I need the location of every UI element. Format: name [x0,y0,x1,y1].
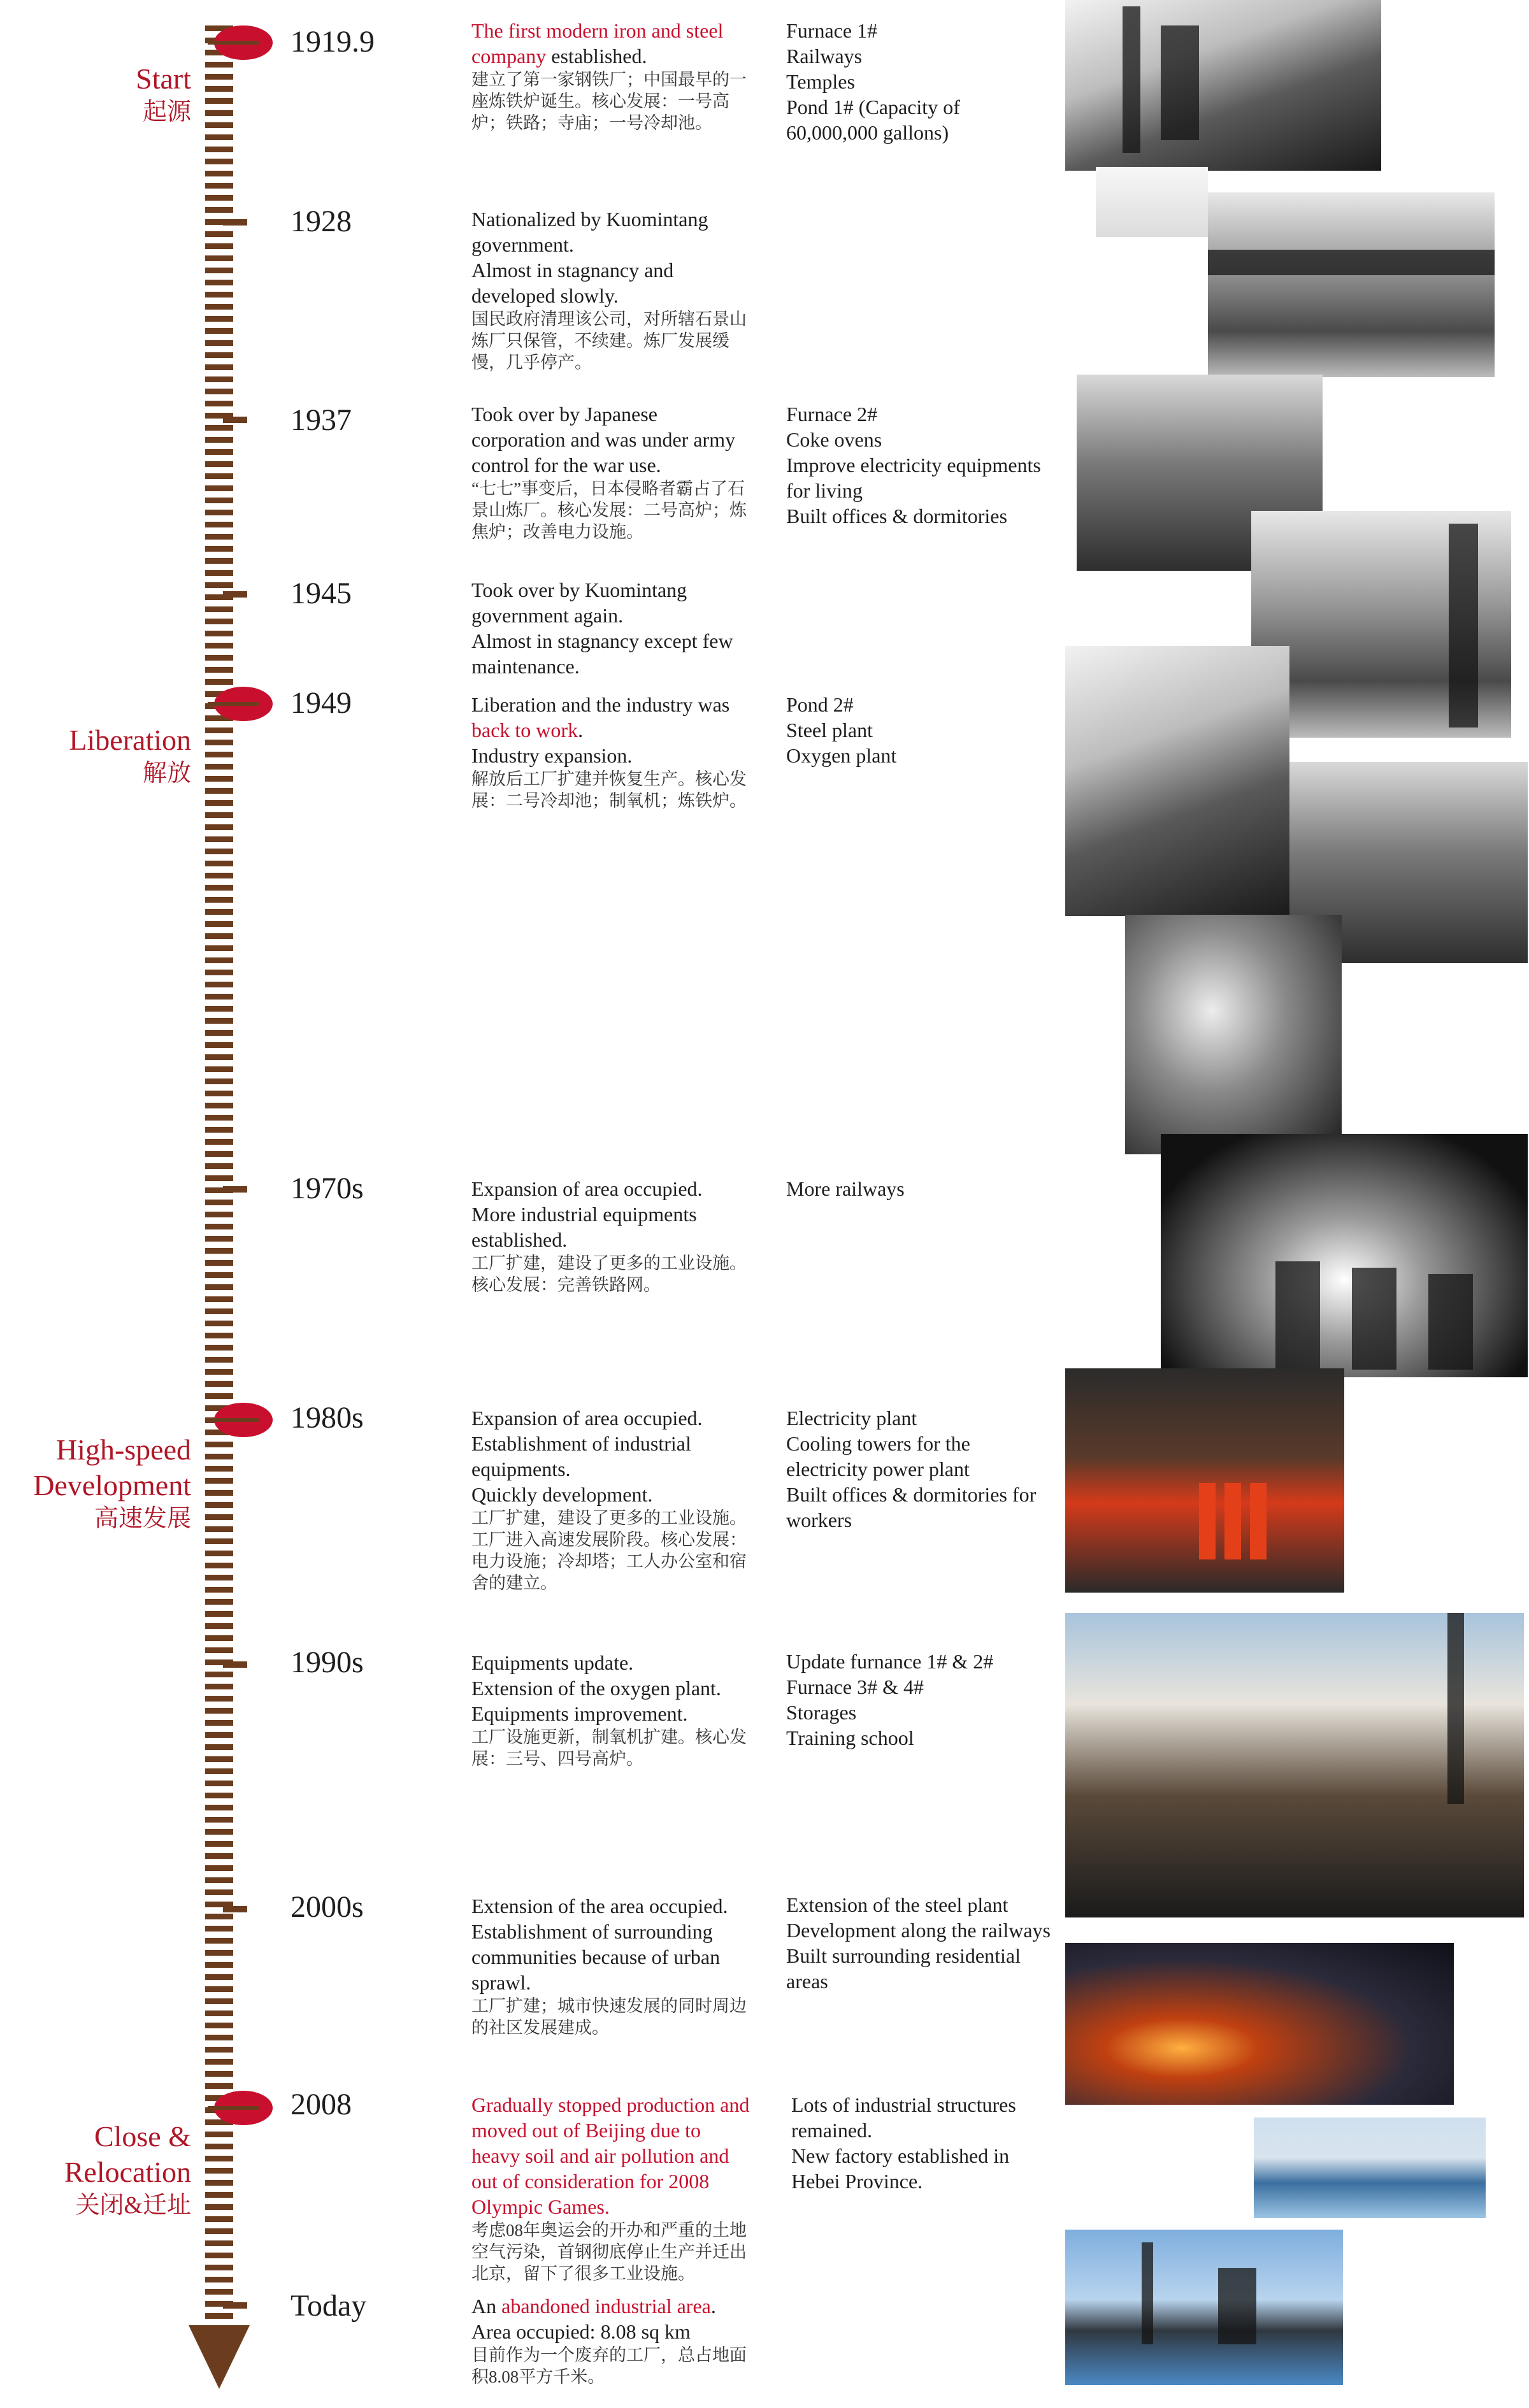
year-label: 1937 [291,403,352,437]
historic-photo-furnace-interior [1125,915,1342,1154]
event-description-1949: Liberation and the industry was back to work. Industry expansion. 解放后工厂扩建并恢复生产。核心发展：二号冷却池；制氧机；炼铁炉。 [471,693,747,810]
event-description-1990s: Equipments update. Extension of the oxygen plant. Equipments improvement. 工厂设施更新，制氧机扩建。核心发展：三号、四号高炉。 [471,1651,747,1768]
developments-1980s: Electricity plant Cooling towers for the electricity power plant Built offices & dormitories for workers [786,1407,1037,1531]
historic-photo-furnace-1919 [1065,0,1381,171]
year-label: Today [291,2289,367,2323]
year-label: 1970s [291,1172,364,1205]
developments-1937: Furnace 2# Coke ovens Improve electricity equipments for living Built offices & dormitories [786,403,1041,527]
phase-label-close-relocation: Close & Relocation 关闭&迁址 [64,2120,191,2219]
timeline-tick [223,591,247,598]
event-description-today: An abandoned industrial area. Area occupied: 8.08 sq km 目前作为一个废弃的工厂，总占地面积8.08平方千米。 [471,2295,747,2386]
photo-workers-furnace-2000s [1065,1943,1454,2105]
event-description-1928: Nationalized by Kuomintang government. Almost in stagnancy and developed slowly. 国民政府清理该公司，对所辖石景山炼厂只保管，不续建。炼厂发展缓慢，几乎停产。 [471,208,747,372]
timeline-spine [205,25,233,2344]
timeline-tick [223,2302,247,2309]
photo-abandoned-site-today [1065,2230,1343,2385]
event-description-1919: The first modern iron and steel company established. 建立了第一家钢铁厂；中国最早的一座炼铁炉诞生。核心发展：一号高炉；铁路；寺庙；一号冷却池。 [471,19,747,133]
year-label: 1919.9 [291,25,375,59]
event-description-1945: Took over by Kuomintang government again. Almost in stagnancy except few maintenance. [471,578,733,678]
event-description-1937: Took over by Japanese corporation and was under army control for the war use. “七七”事变后，日本侵略者霸占了石景山炼厂。核心发展：二号高炉；炼焦炉；改善电力设施。 [471,403,747,541]
event-description-1980s: Expansion of area occupied. Establishment of industrial equipments. Quickly development. 工厂扩建，建设了更多的工业设施。工厂进入高速发展阶段。核心发展：电力设施；冷却塔；工人办公室和宿舍的建立。 [471,1407,747,1593]
timeline-major-dot [214,687,273,721]
event-description-1970s: Expansion of area occupied. More industrial equipments established. 工厂扩建，建设了更多的工业设施。核心发展：完善铁路网。 [471,1177,747,1294]
developments-1919: Furnace 1# Railways Temples Pond 1# (Capacity of 60,000,000 gallons) [786,19,960,144]
timeline-major-dot [214,1403,273,1437]
developments-1970s: More railways [786,1177,905,1200]
developments-1949: Pond 2# Steel plant Oxygen plant [786,693,897,767]
timeline-tick [223,417,247,423]
event-description-2000s: Extension of the area occupied. Establishment of surrounding communities because of urban sprawl. 工厂扩建；城市快速发展的同时周边的社区发展建成。 [471,1895,747,2037]
developments-2000s: Extension of the steel plant Development along the railways Built surrounding residential areas [786,1893,1051,1993]
historic-photo-plant-1949 [1065,646,1289,916]
year-label: 1945 [291,577,352,610]
phase-label-liberation: Liberation 解放 [69,724,191,787]
timeline-major-dot [214,25,273,60]
historic-photo-workers-1945 [1251,511,1511,738]
timeline-tick [223,1906,247,1912]
developments-1990s: Update furnance 1# & 2# Furnace 3# & 4# Storages Training school [786,1650,994,1749]
historic-photo-snow-1928 [1096,167,1208,237]
year-label: 1990s [291,1645,364,1679]
year-label: 2008 [291,2088,352,2121]
timeline-tick [223,1661,247,1668]
year-label: 1949 [291,686,352,720]
phase-label-high-speed: High-speed Development 高速发展 [33,1433,191,1532]
developments-2008: Lots of industrial structures remained. New factory established in Hebei Province. [791,2093,1016,2193]
year-label: 1980s [291,1401,364,1435]
timeline-major-dot [214,2091,273,2125]
timeline-tick [223,219,247,226]
historic-photo-railway-1928 [1208,192,1495,377]
timeline-tick [223,1186,247,1193]
event-description-2008: Gradually stopped production and moved out of Beijing due to heavy soil and air pollution and out of consideration for 2008 Olympic Games. 考虑08年奥运会的开办和严重的土地空气污染，首钢彻底停止生产并迁出北京，留下了很多工业设施。 [471,2093,750,2283]
photo-waterfront-plant-2008 [1254,2118,1486,2218]
timeline-arrowhead [189,2325,250,2389]
photo-smoking-plant-1990s [1065,1613,1524,1917]
photo-steel-casting-1980s [1065,1368,1344,1593]
historic-photo-molten-steel-1970s [1161,1134,1528,1377]
phase-label-start: Start 起源 [136,62,191,125]
year-label: 1928 [291,204,352,238]
year-label: 2000s [291,1890,364,1924]
